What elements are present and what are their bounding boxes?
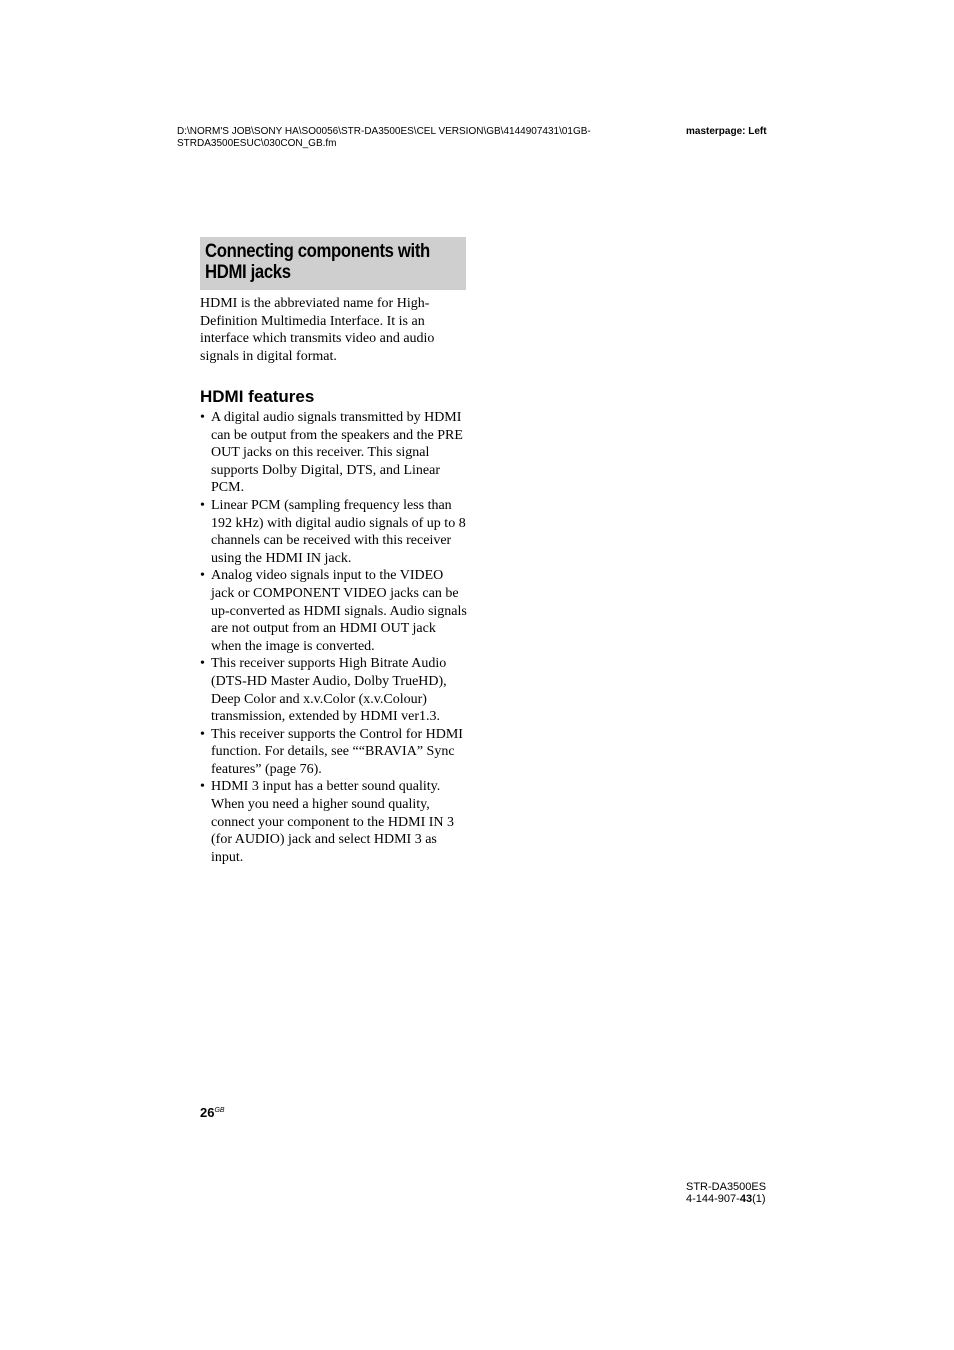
bullet-icon: • <box>200 497 205 513</box>
page-number-suffix: GB <box>214 1107 225 1114</box>
features-list <box>200 409 468 866</box>
list-item <box>200 726 468 779</box>
features-heading: HDMI features <box>200 387 315 406</box>
footer-code-prefix: 4-144-907- <box>686 1193 740 1205</box>
bullet-icon: • <box>200 410 205 425</box>
page-number <box>200 1103 225 1121</box>
file-path-line-2: STRDA3500ESUC\030CON_GB.fm <box>177 138 337 149</box>
bullet-icon: • <box>200 779 205 795</box>
list-item-text: A digital audio signals transmitted by HDMI can be output from the speakers and the PRE OUT jacks on this receiver. This signal supports Dolby Digital, DTS, and Linear PCM. <box>211 410 463 496</box>
list-item <box>200 655 468 725</box>
footer-code-suffix: (1) <box>752 1193 766 1205</box>
section-title: Connecting components with HDMI jacks <box>205 241 430 283</box>
footer-model: STR-DA3500ES <box>686 1181 767 1193</box>
footer-code-bold: 43 <box>739 1193 753 1205</box>
list-item-text: This receiver supports High Bitrate Audio (DTS-HD Master Audio, Dolby TrueHD), Deep Color and x.v.Color (x.v.Colour) transmission, extended by HDMI ver1.3. <box>211 656 447 725</box>
list-item <box>200 778 468 866</box>
bullet-icon: • <box>200 656 205 672</box>
page-number-value: 26 <box>200 1105 215 1120</box>
section-title-box <box>200 237 466 290</box>
bullet-icon: • <box>200 726 205 742</box>
bullet-icon: • <box>200 568 205 584</box>
masterpage-label: masterpage: Left <box>686 126 767 137</box>
list-item-text: This receiver supports the Control for HDMI function. For details, see ““BRAVIA” Sync features” (page 76). <box>211 726 463 777</box>
intro-paragraph: HDMI is the abbreviated name for High-Definition Multimedia Interface. It is an interface which transmits video and audio signals in digital format. <box>200 296 435 364</box>
file-path-header <box>177 126 591 150</box>
list-item <box>200 497 468 567</box>
file-path-line-1: D:\NORM'S JOB\SONY HA\SO0056\STR-DA3500ES\CEL VERSION\GB\4144907431\01GB- <box>177 126 591 137</box>
list-item-text: HDMI 3 input has a better sound quality. When you need a higher sound quality, connect your component to the HDMI IN 3 (for AUDIO) jack and select HDMI 3 as input. <box>211 779 454 865</box>
list-item <box>200 567 468 655</box>
list-item-text: Linear PCM (sampling frequency less than 192 kHz) with digital audio signals of up to 8 channels can be received with this receiver using the HDMI IN jack. <box>211 497 466 566</box>
footer-code <box>686 1193 766 1206</box>
list-item <box>200 409 468 497</box>
list-item-text: Analog video signals input to the VIDEO jack or COMPONENT VIDEO jacks can be up-converted as HDMI signals. Audio signals are not output from an HDMI OUT jack when the image is converted. <box>211 568 467 654</box>
